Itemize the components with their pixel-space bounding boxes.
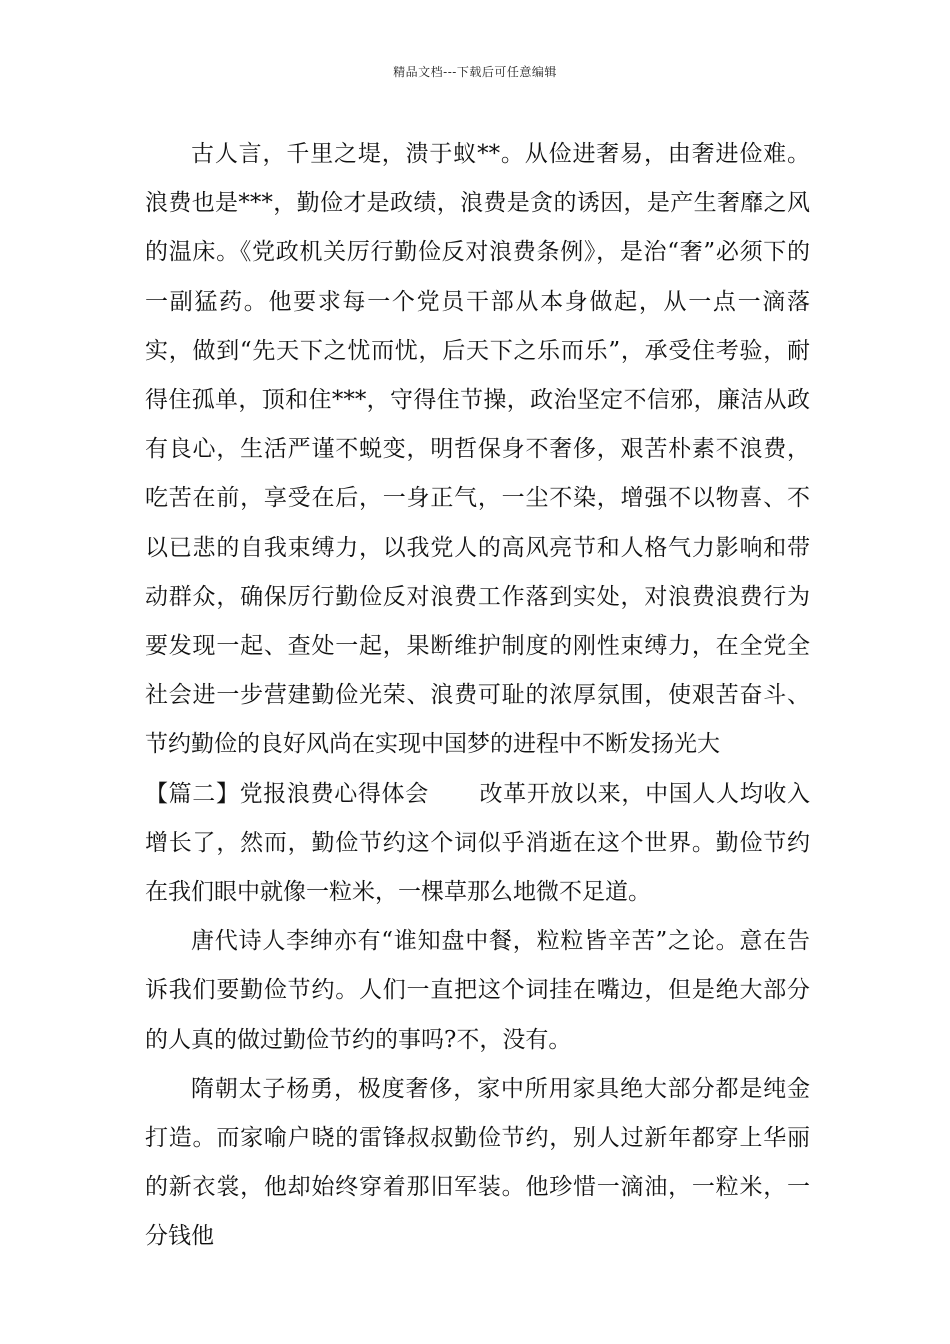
section-intro-text: 改革开放以来，中国人人均收入增长了，然而，勤俭节约这个词似乎消逝在这个世界。勤俭节约在我们眼中就像一粒米，一棵草那么地微不足道。	[145, 780, 811, 906]
section-heading: 【篇二】党报浪费心得体会	[145, 780, 429, 807]
document-body	[145, 130, 810, 1262]
body-paragraph: 古人言，千里之堤，溃于蚁**。从俭进奢易，由奢进俭难。浪费也是***，勤俭才是政绩，浪费是贪的诱因，是产生奢靡之风的温床。《党政机关厉行勤俭反对浪费条例》，是治“奢”必须下的一副猛药。他要求每一个党员干部从本身做起，从一点一滴落实，做到“先天下之忧而忧，后天下之乐而乐”，承受住考验，耐得住孤单，顶和住***，守得住节操，政治坚定不信邪，廉洁从政有良心，生活严谨不蜕变，明哲保身不奢侈，艰苦朴素不浪费，吃苦在前，享受在后，一身正气，一尘不染，增强不以物喜、不以已悲的自我束缚力，以我党人的高风亮节和人格气力影响和带动群众，确保厉行勤俭反对浪费工作落到实处，对浪费浪费行为要发现一起、查处一起，果断维护制度的刚性束缚力，在全党全社会进一步营建勤俭光荣、浪费可耻的浓厚氛围，使艰苦奋斗、节约勤俭的良好风尚在实现中国梦的进程中不断发扬光大	[145, 141, 810, 758]
body-paragraph: 隋朝太子杨勇，极度奢侈，家中所用家具绝大部分都是纯金打造。而家喻户晓的雷锋叔叔勤俭节约，别人过新年都穿上华丽的新衣裳，他却始终穿着那旧军装。他珍惜一滴油，一粒米，一分钱他	[145, 1075, 810, 1250]
body-paragraph: 唐代诗人李绅亦有“谁知盘中餐，粒粒皆辛苦”之论。意在告诉我们要勤俭节约。人们一直把这个词挂在嘴边，但是绝大部分的人真的做过勤俭节约的事吗?不，没有。	[145, 928, 810, 1053]
section-intro-paragraph	[145, 770, 810, 918]
page-header: 精品文档---下载后可任意编辑	[393, 65, 557, 79]
